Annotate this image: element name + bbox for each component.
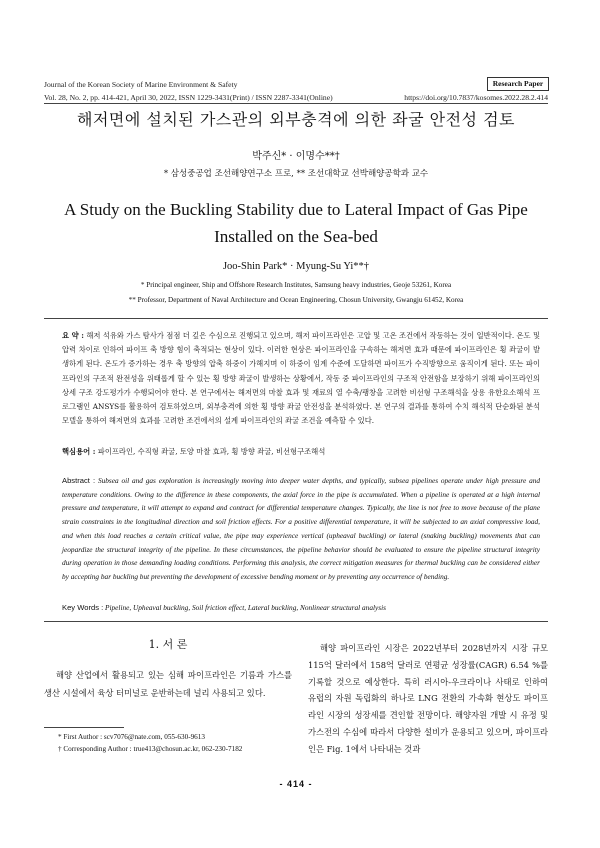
english-title: A Study on the Buckling Stability due to Lateral Impact of Gas Pipe Installed on the Sea-bed — [64, 200, 528, 246]
section-heading: 1. 서 론 — [148, 638, 188, 651]
korean-keywords — [62, 447, 540, 457]
english-authors: Joo-Shin Park* · Myung-Su Yi**† — [222, 261, 370, 272]
volume-line: Vol. 28, No. 2, pp. 414-421, April 30, 2022, ISSN 1229-3431(Print) / ISSN 2287-3341(Online) — [44, 93, 333, 102]
english-abstract — [62, 474, 540, 584]
right-column-text: 해양 파이프라인 시장은 2022년부터 2028년까지 시장 규모 115억 달러에서 158억 달러로 연평균 성장률(CAGR) 6.54 %를 기록할 것으로 예상한다. 특히 러시아-우크라이나 사태로 인하여 유럽의 자원 독립화의 하나로 LNG 전환의 가속화 현상도 파이프라인 시장의 성장세를 견인할 전망이다. 해양자원 개발 시 유정 및 가스전의 수심에 따라서 다양한 설비가 운용되고 있으며, 파이프라인은 Fig. 1에서 나타내는 것과 — [308, 643, 548, 754]
english-affiliation-1: * Principal engineer, Ship and Offshore Research Institutes, Samsung heavy industries, Geoje 53261, Korea — [140, 281, 452, 289]
doi-link[interactable]: https://doi.org/10.7837/kosomes.2022.28.2.414 — [404, 93, 548, 102]
korean-affiliation: * 삼성중공업 조선해양연구소 프로, ** 조선대학교 선박해양공학과 교수 — [163, 169, 429, 179]
korean-abstract-label: 요 약 : — [62, 331, 84, 340]
korean-keywords-text: 파이프라인, 수직형 좌굴, 토양 마찰 효과, 횡 방향 좌굴, 비선형구조해석 — [97, 447, 326, 456]
english-affiliation-2: ** Professor, Department of Naval Architecture and Ocean Engineering, Chosun University, Gwangju 61452, Korea — [128, 296, 464, 304]
english-abstract-label: Abstract : — [62, 476, 96, 485]
abstract-bottom-rule — [44, 621, 548, 622]
english-keywords-text: Pipeline, Upheaval buckling, Soil friction effect, Lateral buckling, Nonlinear structural analysis — [105, 603, 386, 612]
abstract-top-rule — [44, 318, 548, 319]
english-keywords — [62, 603, 540, 612]
english-abstract-text: Subsea oil and gas exploration is increasingly moving into deeper water depths, and typically, subsea pipelines operate under high pressure and temperature conditions. Owing to the difference in these components, the axial force in the pipe is accumulated. When a pipeline is operated at a high internal pressure and temperature, it will attempt to expand and contract for differential temperature changes. Typically, the line is not free to move because of the plane strain constraints in the longitudinal direction and soil friction effects. For a positive differential temperature, it will be subjected to an axial compressive load, and when this load reaches a certain critical value, the pipe may experience vertical (upheaval buckling) or lateral (snaking buckling) movements that can jeopardize the structural integrity of the pipeline. In these circumstances, the pipeline behavior should be evaluated to ensure the pipeline structural integrity during operation in those demanding loading conditions. Performing this analysis, the correct mitigation measures for thermal buckling can be considered either by accepting bar buckling but preventing the development of excessive bending moment or by preventing any occurrence of bending. — [62, 476, 541, 581]
left-column-text: 해양 산업에서 활용되고 있는 심해 파이프라인은 기름과 가스를 생산 시설에서 육상 터미널로 운반하는데 널리 사용되고 있다. — [44, 670, 292, 698]
korean-authors: 박주신* · 이명수**† — [252, 151, 340, 162]
footnote-rule — [44, 727, 124, 728]
article-type-badge: Research Paper — [487, 77, 549, 91]
journal-name: Journal of the Korean Society of Marine Environment & Safety — [44, 80, 238, 89]
korean-abstract — [62, 329, 540, 428]
korean-abstract-text: 해저 석유와 가스 탐사가 점점 더 깊은 수심으로 진행되고 있으며, 해저 파이프라인은 고압 및 고온 조건에서 작동하는 것이 일반적이다. 온도 및 압력 차이로 인하여 파이프 축 방향 힘이 축적되는 현상이 있다. 이러한 현상은 파이프라인을 구속하는 해저면 효과 때문에 파이프라인은 횡 좌굴이 발생하게 된다. 온도가 증가하는 경우 축 방향의 압축 하중이 가해지며 이 하중이 임계 수준에 도달하면 파이프가 수직방향으로 움직이게 된다. 또는 파이프라인의 구조적 완전성을 위태롭게 할 수 있는 횡 방향 좌굴이 발생하는 상황에서, 작동 중 파이프라인의 구조적 안전함을 보장하기 위해 파이프라인의 상세 구조 강도평가가 수행되어야 한다. 본 연구에서는 해저면의 마찰 효과 및 재료의 열 수축/팽창을 고려한 비선형 구조해석을 상용 유한요소해석 프로그램인 ANSYS를 활용하여 검토하였으며, 외부충격에 의한 횡 방향 좌굴 안전성을 분석하였다. 본 연구의 결과를 통하여 수치 해석적 단순화된 분석 모델을 통하여 해저면의 효과를 고려한 조건에서의 설계 파이프라인의 좌굴 조건을 예측할 수 있다. — [62, 331, 541, 426]
header-rule — [44, 103, 548, 104]
english-keywords-label: Key Words : — [62, 603, 104, 612]
korean-keywords-label: 핵심용어 : — [62, 447, 96, 456]
first-author-footnote: * First Author : scv7076@nate.com, 055-630-9613 — [58, 733, 205, 741]
page-number: - 414 - — [279, 779, 313, 789]
corresponding-author-footnote: † Corresponding Author : true413@chosun.ac.kr, 062-230-7182 — [58, 745, 243, 753]
korean-title: 해저면에 설치된 가스관의 외부충격에 의한 좌굴 안전성 검토 — [76, 110, 515, 129]
